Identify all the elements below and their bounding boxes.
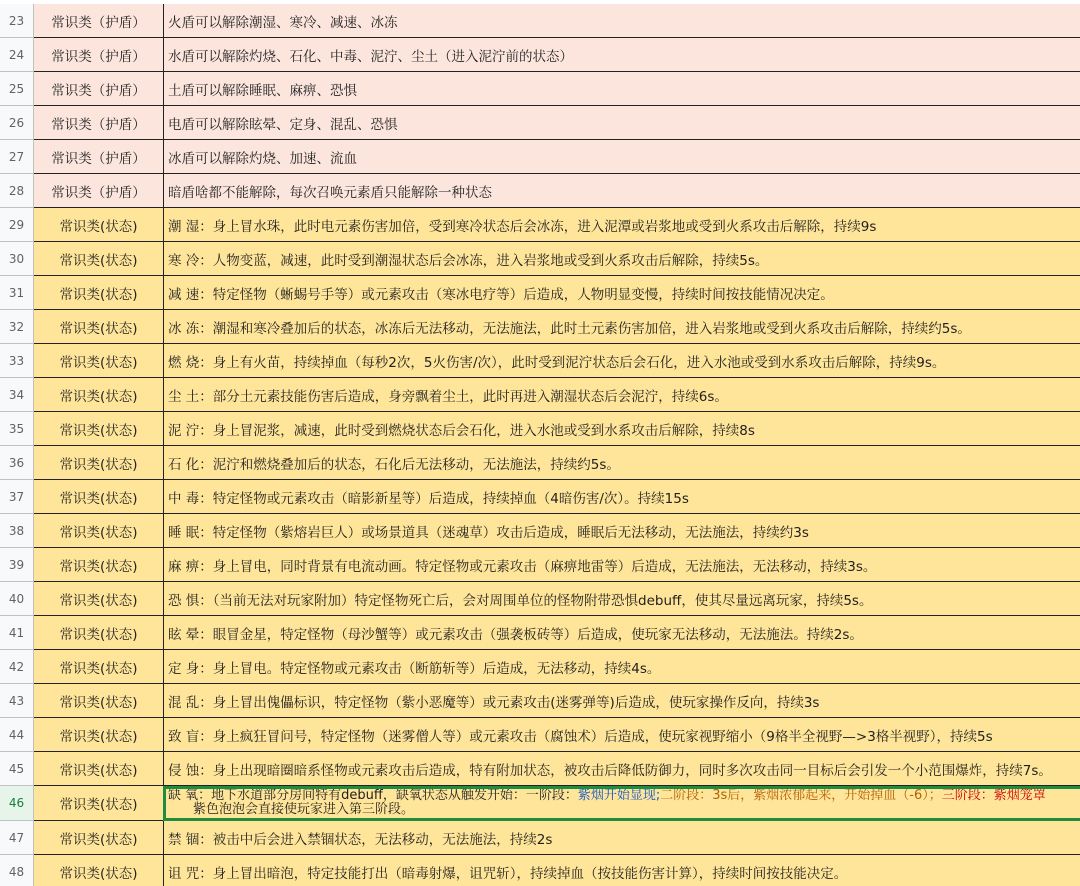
description-cell[interactable]: 土盾可以解除睡眠、麻痹、恐惧	[164, 72, 1080, 106]
description-cell[interactable]: 诅 咒：身上冒出暗泡，特定技能打出（暗毒射爆，诅咒斩），持续掉血（按技能伤害计算），持续时间按技能决定。	[164, 855, 1080, 886]
category-cell[interactable]: 常识类(状态)	[34, 548, 164, 582]
table-row[interactable]	[0, 548, 1080, 582]
table-row[interactable]	[0, 38, 1080, 72]
category-cell[interactable]: 常识类(状态)	[34, 684, 164, 718]
description-cell[interactable]: 致 盲：身上疯狂冒问号，特定怪物（迷雾僧人等）或元素攻击（腐蚀术）后造成，使玩家视野缩小（9格半全视野—>3格半视野），持续5s	[164, 718, 1080, 752]
description-cell[interactable]: 石 化：泥泞和燃烧叠加后的状态，石化后无法移动，无法施法，持续约5s。	[164, 446, 1080, 480]
category-cell[interactable]: 常识类(状态)	[34, 344, 164, 378]
description-cell[interactable]: 冰盾可以解除灼烧、加速、流血	[164, 140, 1080, 174]
table-row[interactable]	[0, 718, 1080, 752]
description-cell[interactable]: 尘 土：部分土元素技能伤害后造成，身旁飘着尘土，此时再进入潮湿状态后会泥泞，持续6s。	[164, 378, 1080, 412]
row-number[interactable]: 24	[0, 38, 34, 72]
description-line-1	[168, 789, 1046, 803]
description-segment-2: 紫烟开始显现;	[577, 788, 661, 803]
description-cell[interactable]: 混 乱：身上冒出傀儡标识，特定怪物（紫小恶魔等）或元素攻击(迷雾弹等)后造成，使玩家操作反向，持续3s	[164, 684, 1080, 718]
table-row[interactable]	[0, 412, 1080, 446]
category-cell[interactable]: 常识类(状态)	[34, 650, 164, 684]
row-number[interactable]: 43	[0, 684, 34, 718]
category-cell[interactable]: 常识类(状态)	[34, 786, 164, 821]
category-cell[interactable]: 常识类(状态)	[34, 412, 164, 446]
table-row[interactable]	[0, 344, 1080, 378]
description-line-2: 紫色泡泡会直接使玩家进入第三阶段。	[193, 802, 415, 817]
category-cell[interactable]: 常识类(状态)	[34, 378, 164, 412]
table-row[interactable]	[0, 4, 1080, 38]
description-cell[interactable]: 减 速：特定怪物（蜥蜴号手等）或元素攻击（寒冰电疗等）后造成，人物明显变慢，持续时间按技能情况决定。	[164, 276, 1080, 310]
category-cell[interactable]: 常识类（护盾）	[34, 140, 164, 174]
category-cell[interactable]: 常识类(状态)	[34, 582, 164, 616]
category-cell[interactable]: 常识类(状态)	[34, 821, 164, 855]
category-cell[interactable]: 常识类(状态)	[34, 718, 164, 752]
row-number[interactable]: 41	[0, 616, 34, 650]
category-cell[interactable]: 常识类(状态)	[34, 855, 164, 886]
description-segment-3: 二阶段：3s后，紫烟浓郁起来，开始掉血（-6）；	[660, 788, 942, 803]
description-cell[interactable]: 火盾可以解除潮湿、寒冷、减速、冰冻	[164, 4, 1080, 38]
table-row-46[interactable]	[0, 786, 1080, 821]
category-cell[interactable]: 常识类(状态)	[34, 446, 164, 480]
table-row[interactable]	[0, 480, 1080, 514]
row-number[interactable]: 30	[0, 242, 34, 276]
row-number[interactable]: 26	[0, 106, 34, 140]
row-number[interactable]: 45	[0, 752, 34, 786]
table-row[interactable]	[0, 582, 1080, 616]
row-number[interactable]: 47	[0, 821, 34, 855]
row-number[interactable]: 48	[0, 855, 34, 886]
row-number[interactable]: 25	[0, 72, 34, 106]
description-cell[interactable]: 睡 眠：特定怪物（紫熔岩巨人）或场景道具（迷魂草）攻击后造成，睡眠后无法移动，无法施法，持续约3s	[164, 514, 1080, 548]
row-number[interactable]: 29	[0, 208, 34, 242]
row-number[interactable]: 40	[0, 582, 34, 616]
table-row[interactable]	[0, 276, 1080, 310]
category-cell[interactable]: 常识类(状态)	[34, 616, 164, 650]
description-cell[interactable]: 禁 锢：被击中后会进入禁锢状态，无法移动，无法施法，持续2s	[164, 821, 1080, 855]
description-cell[interactable]: 暗盾啥都不能解除，每次召唤元素盾只能解除一种状态	[164, 174, 1080, 208]
row-number[interactable]: 33	[0, 344, 34, 378]
category-cell[interactable]: 常识类（护盾）	[34, 174, 164, 208]
table-row[interactable]	[0, 684, 1080, 718]
description-cell[interactable]: 燃 烧：身上有火苗，持续掉血（每秒2次，5火伤害/次），此时受到泥泞状态后会石化，进入水池或受到水系攻击后解除，持续9s。	[164, 344, 1080, 378]
description-cell[interactable]: 中 毒：特定怪物或元素攻击（暗影新星等）后造成，持续掉血（4暗伤害/次）。持续15s	[164, 480, 1080, 514]
table-row[interactable]	[0, 855, 1080, 886]
category-cell[interactable]: 常识类（护盾）	[34, 72, 164, 106]
table-row[interactable]	[0, 514, 1080, 548]
category-cell[interactable]: 常识类(状态)	[34, 242, 164, 276]
row-number[interactable]: 34	[0, 378, 34, 412]
description-cell[interactable]: 寒 冷：人物变蓝，减速，此时受到潮湿状态后会冰冻，进入岩浆地或受到火系攻击后解除，持续5s。	[164, 242, 1080, 276]
category-cell[interactable]: 常识类(状态)	[34, 208, 164, 242]
description-segment-4: 三阶段：紫烟笼罩	[941, 788, 1046, 803]
row-number[interactable]: 38	[0, 514, 34, 548]
row-number[interactable]: 42	[0, 650, 34, 684]
table-row[interactable]	[0, 310, 1080, 344]
table-row[interactable]	[0, 446, 1080, 480]
category-cell[interactable]: 常识类（护盾）	[34, 38, 164, 72]
description-cell[interactable]	[164, 786, 1080, 821]
table-row[interactable]	[0, 242, 1080, 276]
table-row[interactable]	[0, 106, 1080, 140]
table-row[interactable]	[0, 174, 1080, 208]
category-cell[interactable]: 常识类（护盾）	[34, 4, 164, 38]
row-number[interactable]: 46	[0, 786, 34, 821]
description-cell[interactable]: 麻 痹：身上冒电，同时背景有电流动画。特定怪物或元素攻击（麻痹地雷等）后造成，无法施法，无法移动，持续3s。	[164, 548, 1080, 582]
category-cell[interactable]: 常识类(状态)	[34, 514, 164, 548]
description-cell[interactable]: 电盾可以解除眩晕、定身、混乱、恐惧	[164, 106, 1080, 140]
row-number[interactable]: 31	[0, 276, 34, 310]
table-row[interactable]	[0, 378, 1080, 412]
table-row[interactable]	[0, 72, 1080, 106]
description-segment-1: 缺 氧：地下水道部分房间特有debuff，缺氧状态从触发开始：一阶段：	[168, 788, 578, 803]
row-number[interactable]: 36	[0, 446, 34, 480]
category-cell[interactable]: 常识类(状态)	[34, 276, 164, 310]
table-row[interactable]	[0, 616, 1080, 650]
description-cell[interactable]: 眩 晕：眼冒金星，特定怪物（母沙蟹等）或元素攻击（强袭板砖等）后造成，使玩家无法移动，无法施法。持续2s。	[164, 616, 1080, 650]
description-cell[interactable]: 恐 惧：（当前无法对玩家附加）特定怪物死亡后，会对周围单位的怪物附带恐惧debuff，使其尽量远离玩家，持续5s。	[164, 582, 1080, 616]
row-number[interactable]: 32	[0, 310, 34, 344]
category-cell[interactable]: 常识类（护盾）	[34, 106, 164, 140]
description-cell[interactable]: 侵 蚀：身上出现暗圈暗系怪物或元素攻击后造成，特有附加状态，被攻击后降低防御力，同时多次攻击同一目标后会引发一个小范围爆炸，持续7s。	[164, 752, 1080, 786]
row-number[interactable]: 27	[0, 140, 34, 174]
row-number[interactable]: 23	[0, 4, 34, 38]
row-number[interactable]: 44	[0, 718, 34, 752]
row-number[interactable]: 37	[0, 480, 34, 514]
description-cell[interactable]: 泥 泞：身上冒泥浆，减速，此时受到燃烧状态后会石化，进入水池或受到水系攻击后解除，持续8s	[164, 412, 1080, 446]
table-row[interactable]	[0, 821, 1080, 855]
row-number[interactable]: 28	[0, 174, 34, 208]
description-cell[interactable]: 潮 湿：身上冒水珠，此时电元素伤害加倍，受到寒冷状态后会冰冻，进入泥潭或岩浆地或受到火系攻击后解除，持续9s	[164, 208, 1080, 242]
row-number[interactable]: 39	[0, 548, 34, 582]
description-cell[interactable]: 定 身：身上冒电。特定怪物或元素攻击（断筋斩等）后造成，无法移动，持续4s。	[164, 650, 1080, 684]
category-cell[interactable]: 常识类(状态)	[34, 310, 164, 344]
description-cell[interactable]: 冰 冻：潮湿和寒冷叠加后的状态，冰冻后无法移动，无法施法，此时土元素伤害加倍，进入岩浆地或受到火系攻击后解除，持续约5s。	[164, 310, 1080, 344]
table-row[interactable]	[0, 650, 1080, 684]
table-row[interactable]	[0, 752, 1080, 786]
description-cell[interactable]: 水盾可以解除灼烧、石化、中毒、泥泞、尘土（进入泥泞前的状态）	[164, 38, 1080, 72]
category-cell[interactable]: 常识类(状态)	[34, 480, 164, 514]
table-row[interactable]	[0, 140, 1080, 174]
category-cell[interactable]: 常识类(状态)	[34, 752, 164, 786]
row-number[interactable]: 35	[0, 412, 34, 446]
table-row[interactable]	[0, 208, 1080, 242]
